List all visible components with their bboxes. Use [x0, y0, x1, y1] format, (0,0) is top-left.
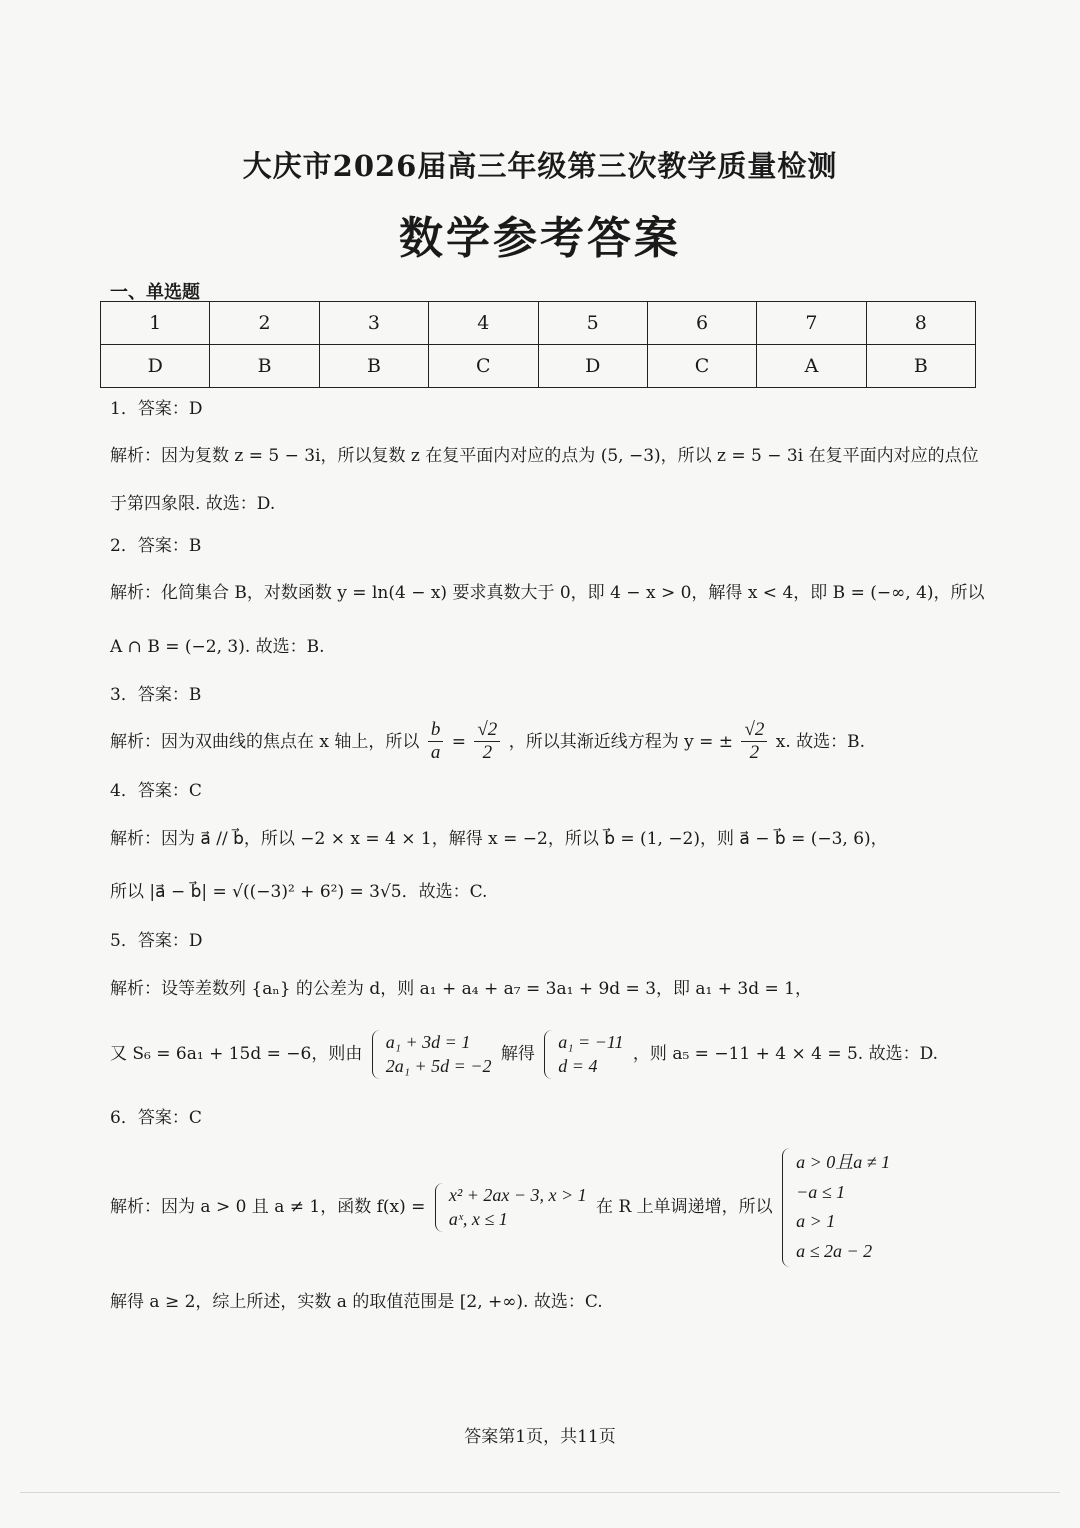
table-row-answers	[101, 345, 976, 388]
piecewise-function: x² + 2ax − 3, x > 1 aˣ, x ≤ 1	[435, 1183, 587, 1232]
question-number: 4	[429, 302, 538, 345]
q6-solution-line2: 解得 a ≥ 2，综上所述，实数 a 的取值范围是 [2, +∞). 故选：C.	[110, 1292, 603, 1312]
fraction-b-over-a: $\frac{b}{a}$	[428, 720, 444, 765]
answer-cell: C	[429, 345, 538, 388]
q2-solution-line2: A ∩ B = (−2, 3). 故选：B.	[110, 637, 325, 657]
question-number: 8	[866, 302, 975, 345]
q4-solution-line1: 解析：因为 a⃗ // b⃗，所以 −2 × x = 4 × 1，解得 x = −2，所以 b⃗ = (1, −2)，则 a⃗ − b⃗ = (−3, 6)，	[110, 829, 888, 849]
q3-solution	[110, 720, 865, 765]
q5-text-post: ，则 a₅ = −11 + 4 × 4 = 5. 故选：D.	[632, 1043, 939, 1064]
q5-solution-line1: 解析：设等差数列 {aₙ} 的公差为 d，则 a₁ + a₄ + a₇ = 3a₁ + 9d = 3，即 a₁ + 3d = 1，	[110, 979, 812, 999]
question-number: 1	[101, 302, 210, 345]
answer-cell: B	[210, 345, 319, 388]
equation-system-2: a₁ = −11 d = 4	[544, 1030, 623, 1079]
q4-solution-line2: 所以 |a⃗ − b⃗| = √((−3)² + 6²) = 3√5．故选：C.	[110, 882, 488, 902]
q6-text-mid: 在 R 上单调递增，所以	[596, 1196, 773, 1217]
q3-answer: 3．答案：B	[110, 685, 202, 705]
answer-cell: A	[757, 345, 866, 388]
fraction-sqrt2-over-2: $\frac{√2}{2}$	[474, 720, 500, 765]
condition-system: a > 0且a ≠ 1 −a ≤ 1 a > 1 a ≤ 2a − 2	[782, 1148, 890, 1267]
q5-text-mid: 解得	[500, 1043, 535, 1064]
q5-answer: 5．答案：D	[110, 931, 203, 951]
page-footer: 答案第1页，共11页	[464, 1427, 616, 1447]
equals-sign: =	[451, 731, 466, 752]
fraction-sqrt2-over-2: $\frac{√2}{2}$	[741, 720, 767, 765]
answer-cell: B	[319, 345, 428, 388]
q6-text-pre: 解析：因为 a > 0 且 a ≠ 1，函数 f(x) =	[110, 1196, 426, 1217]
q4-answer: 4．答案：C	[110, 781, 202, 801]
q1-solution-line1: 解析：因为复数 z = 5 − 3i，所以复数 z 在复平面内对应的点为 (5, −3)，所以 z = 5 − 3i 在复平面内对应的点位	[110, 446, 979, 466]
question-number: 5	[538, 302, 647, 345]
q6-solution-line1	[110, 1148, 894, 1267]
q5-solution-line2	[110, 1030, 938, 1079]
question-number: 7	[757, 302, 866, 345]
equation-system-1: a₁ + 3d = 1 2a₁ + 5d = −2	[372, 1030, 492, 1079]
answer-table	[100, 301, 976, 388]
divider	[20, 1492, 1060, 1493]
table-row-numbers	[101, 302, 976, 345]
answer-cell: D	[101, 345, 210, 388]
q2-solution-line1: 解析：化简集合 B，对数函数 y = ln(4 − x) 要求真数大于 0，即 4 − x > 0，解得 x < 4，即 B = (−∞, 4)，所以	[110, 583, 985, 603]
q3-text-pre: 解析：因为双曲线的焦点在 x 轴上，所以	[110, 731, 420, 752]
q1-answer: 1．答案：D	[110, 399, 203, 419]
question-number: 6	[647, 302, 756, 345]
question-number: 3	[319, 302, 428, 345]
page-title: 数学参考答案	[399, 213, 681, 264]
q5-text-pre: 又 S₆ = 6a₁ + 15d = −6，则由	[110, 1043, 363, 1064]
q2-answer: 2．答案：B	[110, 536, 202, 556]
q6-answer: 6．答案：C	[110, 1108, 202, 1128]
answer-cell: C	[647, 345, 756, 388]
q3-text-mid: ，所以其渐近线方程为 y = ±	[508, 731, 734, 752]
answer-cell: D	[538, 345, 647, 388]
exam-title: 大庆市2026届高三年级第三次教学质量检测	[242, 149, 838, 183]
q1-solution-line2: 于第四象限. 故选：D.	[110, 494, 276, 514]
q3-text-post: x. 故选：B.	[775, 731, 866, 752]
section-heading: 一、单选题	[110, 282, 200, 303]
question-number: 2	[210, 302, 319, 345]
answer-cell: B	[866, 345, 975, 388]
